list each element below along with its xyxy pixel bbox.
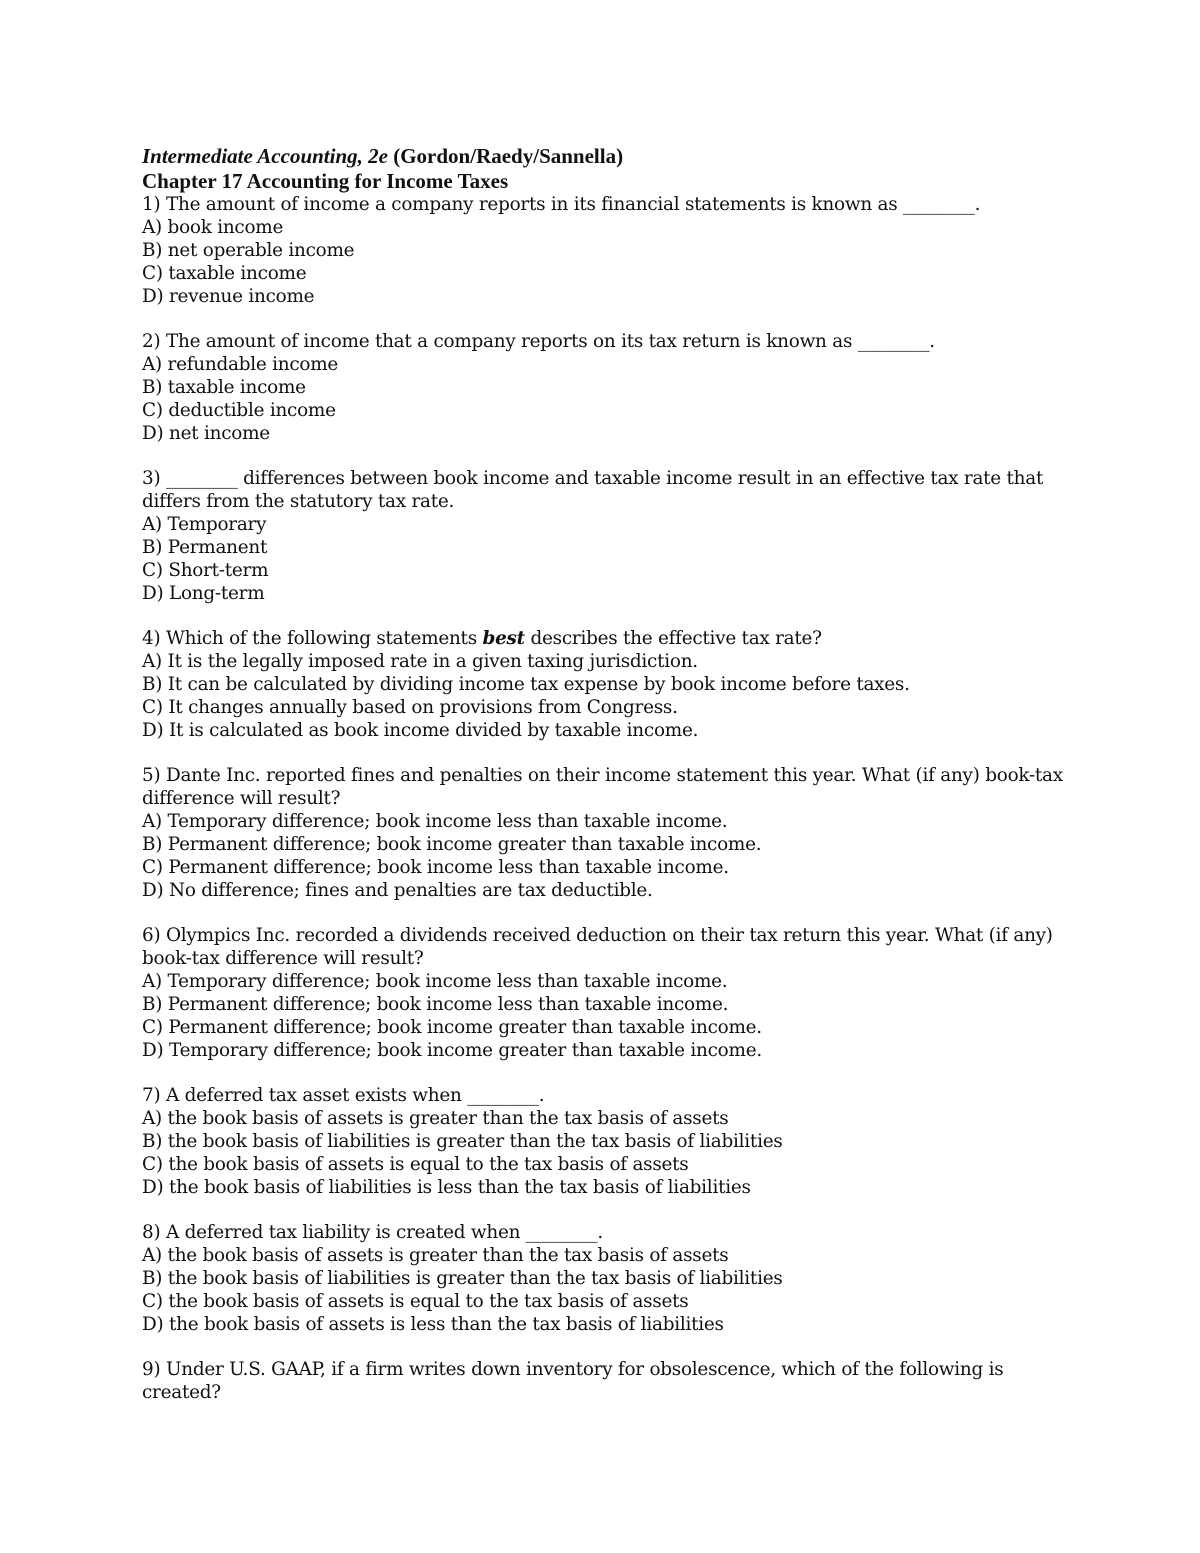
document-page (142, 143, 1082, 1426)
question-7 (142, 1084, 1082, 1199)
answer-option: A) Temporary difference; book income less than taxable income. (142, 811, 728, 832)
question-text (142, 627, 1082, 650)
chapter-title: Chapter 17 Accounting for Income Taxes (142, 169, 509, 193)
answer-option: C) deductible income (142, 400, 336, 421)
question-text: 1) The amount of income a company reports in its financial statements is known as ________. (142, 194, 981, 215)
question-text: 8) A deferred tax liability is created when ________. (142, 1222, 603, 1243)
answer-option: D) Temporary difference; book income greater than taxable income. (142, 1040, 762, 1061)
question-emphasis: best (482, 628, 525, 649)
answer-option: A) Temporary (142, 514, 267, 535)
answer-option: C) Short-term (142, 560, 269, 581)
question-8 (142, 1221, 1082, 1336)
answer-option: B) the book basis of liabilities is greater than the tax basis of liabilities (142, 1268, 783, 1289)
question-text: 2) The amount of income that a company reports on its tax return is known as ________. (142, 331, 935, 352)
answer-option: B) taxable income (142, 377, 306, 398)
answer-option: D) It is calculated as book income divided by taxable income. (142, 720, 699, 741)
question-6 (142, 924, 1082, 1062)
answer-option: D) revenue income (142, 286, 315, 307)
question-4 (142, 627, 1082, 742)
answer-option: B) Permanent difference; book income less than taxable income. (142, 994, 729, 1015)
answer-option: C) Permanent difference; book income greater than taxable income. (142, 1017, 762, 1038)
question-text: 6) Olympics Inc. recorded a dividends received deduction on their tax return this year. What (if any) book-tax difference will result? (142, 925, 1053, 969)
answer-option: C) Permanent difference; book income less than taxable income. (142, 857, 729, 878)
answer-option: B) net operable income (142, 240, 355, 261)
answer-option: D) the book basis of liabilities is less than the tax basis of liabilities (142, 1177, 751, 1198)
answer-option: A) book income (142, 217, 284, 238)
answer-option: B) It can be calculated by dividing income tax expense by book income before taxes. (142, 674, 910, 695)
answer-option: D) No difference; fines and penalties are tax deductible. (142, 880, 653, 901)
question-text: 5) Dante Inc. reported fines and penalties on their income statement this year. What (if any) book-tax difference will result? (142, 765, 1063, 809)
answer-option: D) the book basis of assets is less than the tax basis of liabilities (142, 1314, 724, 1335)
question-2 (142, 330, 1082, 445)
question-text-end: describes the effective tax rate? (524, 628, 822, 649)
question-1 (142, 193, 1082, 308)
answer-option: C) taxable income (142, 263, 307, 284)
answer-option: C) It changes annually based on provisions from Congress. (142, 697, 678, 718)
answer-option: D) net income (142, 423, 270, 444)
answer-option: A) It is the legally imposed rate in a given taxing jurisdiction. (142, 651, 698, 672)
question-text: 7) A deferred tax asset exists when ________. (142, 1085, 545, 1106)
book-authors: (Gordon/Raedy/Sannella) (387, 144, 624, 168)
book-header (142, 143, 1082, 169)
question-text: 9) Under U.S. GAAP, if a firm writes down inventory for obsolescence, which of the following is created? (142, 1359, 1004, 1403)
answer-option: A) the book basis of assets is greater than the tax basis of assets (142, 1108, 729, 1129)
question-5 (142, 764, 1082, 902)
answer-option: C) the book basis of assets is equal to the tax basis of assets (142, 1154, 689, 1175)
question-3 (142, 467, 1082, 605)
answer-option: A) refundable income (142, 354, 339, 375)
answer-option: B) Permanent (142, 537, 268, 558)
question-text: 3) ________ differences between book income and taxable income result in an effective tax rate that differs from the statutory tax rate. (142, 468, 1044, 512)
answer-option: C) the book basis of assets is equal to the tax basis of assets (142, 1291, 689, 1312)
answer-option: B) the book basis of liabilities is greater than the tax basis of liabilities (142, 1131, 783, 1152)
answer-option: B) Permanent difference; book income greater than taxable income. (142, 834, 762, 855)
question-text-start: 4) Which of the following statements (142, 628, 483, 649)
book-title: Intermediate Accounting, 2e (142, 144, 388, 168)
question-9 (142, 1358, 1082, 1404)
answer-option: A) Temporary difference; book income less than taxable income. (142, 971, 728, 992)
answer-option: D) Long-term (142, 583, 265, 604)
answer-option: A) the book basis of assets is greater than the tax basis of assets (142, 1245, 729, 1266)
